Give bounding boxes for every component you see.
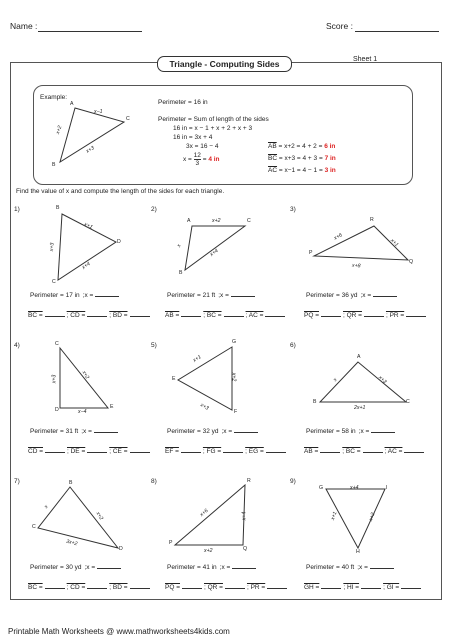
example-vertex-b: B <box>52 162 56 168</box>
x-answer-blank[interactable] <box>234 432 258 433</box>
solve-eq: = <box>202 156 209 164</box>
x-answer-blank[interactable] <box>94 432 118 433</box>
side-answer-blank[interactable] <box>321 316 341 317</box>
problem-perimeter <box>167 428 258 435</box>
side-answer-blank[interactable] <box>404 452 424 453</box>
side-length-label: x+1 <box>192 354 203 364</box>
solve-x: x = <box>183 156 194 164</box>
side-length-label: x <box>43 503 50 511</box>
side-answer-blank[interactable] <box>321 588 341 589</box>
side-answer-blank[interactable] <box>364 316 384 317</box>
problem-sides <box>165 312 287 319</box>
side-length-label: x+2 <box>94 510 104 522</box>
side-answer-blank[interactable] <box>224 316 244 317</box>
side-label: ; CD = <box>66 312 86 319</box>
side-label: ; AC = <box>384 448 403 455</box>
vertex-label: F <box>234 409 238 415</box>
problem-sides <box>304 312 428 319</box>
worksheet-title: Triangle - Computing Sides <box>157 56 292 72</box>
side-expr: = x+3 = 4 + 3 = <box>277 155 325 162</box>
vertex-label: H <box>356 549 360 555</box>
example-side-ab-row <box>268 143 335 150</box>
side-answer-blank[interactable] <box>87 588 107 589</box>
side-length-label: x+3 <box>51 374 58 384</box>
problem-number: 6) <box>290 342 296 349</box>
side-length-label: x+8 <box>351 262 361 270</box>
example-side-ab: x+2 <box>55 125 64 135</box>
side-label: BC = <box>28 584 43 591</box>
side-answer-blank[interactable] <box>87 452 107 453</box>
x-label: ;x = <box>82 292 94 299</box>
side-expr: = x−1 = 4 − 1 = <box>277 167 325 174</box>
side-result: 6 in <box>324 143 336 150</box>
perimeter-text: Perimeter = 58 in <box>306 428 356 435</box>
side-label: PQ = <box>304 312 319 319</box>
problem-number: 8) <box>151 478 157 485</box>
side-result: 7 in <box>324 155 336 162</box>
perimeter-text: Perimeter = 17 in <box>30 292 80 299</box>
problem-sides <box>28 448 152 455</box>
vertex-label: P <box>169 540 173 546</box>
side-name: $\overline{AB}$ <box>268 143 277 150</box>
side-length-label: 2x+1 <box>354 405 366 411</box>
side-name: $\overline{AC}$ <box>268 167 278 174</box>
side-name: $\overline{BC}$ <box>268 155 278 162</box>
side-length-label: x+4 <box>81 261 92 271</box>
x-label: ;x = <box>218 292 229 299</box>
example-vertex-a: A <box>70 101 74 107</box>
side-label: BC = <box>28 312 43 319</box>
side-label: ; AC = <box>245 312 264 319</box>
problem-perimeter <box>30 428 118 435</box>
x-answer-blank[interactable] <box>97 568 121 569</box>
sheet-number: Sheet 1 <box>353 56 378 63</box>
side-answer-blank[interactable] <box>130 588 150 589</box>
side-label: ; BC = <box>342 448 361 455</box>
side-length-label: x+3 <box>199 402 210 412</box>
side-length-label: x+2 <box>230 372 237 382</box>
instruction: Find the value of x and compute the length of the sides for each triangle. <box>16 188 225 195</box>
side-label: ; CE = <box>109 448 128 455</box>
triangle-8 <box>175 485 248 545</box>
problem-sides <box>165 448 288 455</box>
vertex-label: D <box>55 407 59 413</box>
problem-sides <box>28 312 152 319</box>
side-label: ; HI = <box>343 584 360 591</box>
vertex-label: C <box>52 279 56 285</box>
side-answer-blank[interactable] <box>401 588 421 589</box>
vertex-label: B <box>69 480 73 486</box>
example-label: Example: <box>40 94 68 101</box>
vertex-label: R <box>247 478 251 484</box>
side-label: ; PR = <box>246 584 266 591</box>
solve-den: 3 <box>195 160 200 167</box>
example-side-bc-row <box>268 155 336 162</box>
problem-perimeter <box>167 292 255 299</box>
perimeter-text: Perimeter = 31 ft <box>30 428 79 435</box>
problem-perimeter <box>30 564 121 571</box>
side-answer-blank[interactable] <box>267 588 287 589</box>
side-length-label: x+1 <box>83 221 94 231</box>
side-length-label: x+2 <box>212 218 221 224</box>
side-label: CD = <box>28 448 43 455</box>
side-length-label: x <box>176 243 183 249</box>
vertex-label: G <box>232 339 237 345</box>
perimeter-text: Perimeter = 30 yd <box>30 564 82 571</box>
side-result: 3 in <box>324 167 336 174</box>
x-answer-blank[interactable] <box>370 568 394 569</box>
vertex-label: Q <box>409 259 414 265</box>
side-answer-blank[interactable] <box>265 316 285 317</box>
vertex-label: I <box>386 485 388 491</box>
vertex-label: C <box>32 524 36 530</box>
side-length-label: x+1 <box>389 237 400 249</box>
side-answer-blank[interactable] <box>225 588 245 589</box>
side-length-label: x+4 <box>241 511 248 521</box>
side-length-label: x+1 <box>329 510 339 522</box>
side-label: GH = <box>304 584 320 591</box>
side-answer-blank[interactable] <box>406 316 426 317</box>
vertex-label: C <box>247 218 251 224</box>
side-answer-blank[interactable] <box>45 316 65 317</box>
vertex-label: B <box>56 205 60 211</box>
side-label: AB = <box>304 448 319 455</box>
side-length-label: x+2 <box>204 548 213 554</box>
side-label: ; GI = <box>383 584 400 591</box>
example-step-2: 16 in = 3x + 4 <box>173 134 213 141</box>
example-step-1: 16 in = x − 1 + x + 2 + x + 3 <box>173 125 253 132</box>
side-label: ; EG = <box>245 448 264 455</box>
perimeter-text: Perimeter = 40 ft <box>306 564 355 571</box>
side-answer-blank[interactable] <box>181 452 201 453</box>
example-step-3: 3x = 16 − 4 <box>186 143 219 150</box>
solve-result: 4 in <box>208 156 220 164</box>
side-expr: = x+2 = 4 + 2 = <box>276 143 325 150</box>
example-side-ac: x−1 <box>94 109 103 115</box>
x-answer-blank[interactable] <box>232 568 256 569</box>
problem-number: 4) <box>14 342 20 349</box>
vertex-label: G <box>319 485 324 491</box>
x-label: ;x = <box>84 564 96 571</box>
problem-number: 2) <box>151 206 157 213</box>
side-length-label: x+2 <box>80 369 90 381</box>
example-solve <box>183 152 220 167</box>
example-triangle <box>60 108 124 162</box>
side-length-label: x+4 <box>209 248 220 258</box>
vertex-label: A <box>187 218 191 224</box>
problem-sides <box>304 584 423 591</box>
x-answer-blank[interactable] <box>371 432 395 433</box>
perimeter-text: Perimeter = 32 yd <box>167 428 219 435</box>
vertex-label: B <box>313 399 317 405</box>
problem-number: 7) <box>14 478 20 485</box>
side-answer-blank[interactable] <box>266 452 286 453</box>
side-length-label: x+3 <box>48 242 56 252</box>
side-answer-blank[interactable] <box>130 452 150 453</box>
problem-perimeter <box>306 564 394 571</box>
x-label: ;x = <box>357 564 368 571</box>
problem-perimeter <box>306 428 395 435</box>
vertex-label: E <box>110 404 114 410</box>
side-length-label: x+6 <box>333 232 344 242</box>
x-label: ;x = <box>219 564 231 571</box>
side-answer-blank[interactable] <box>223 452 243 453</box>
problem-perimeter <box>30 292 119 299</box>
x-label: ;x = <box>358 428 370 435</box>
x-label: ;x = <box>81 428 92 435</box>
x-label: ;x = <box>360 292 372 299</box>
x-answer-blank[interactable] <box>95 296 119 297</box>
vertex-label: A <box>357 354 361 360</box>
vertex-label: D <box>117 239 121 245</box>
perimeter-text: Perimeter = 36 yd <box>306 292 358 299</box>
side-label: ; CD = <box>66 584 86 591</box>
side-length-label: 3x+2 <box>65 538 78 548</box>
triangle-7 <box>38 487 118 548</box>
vertex-label: P <box>309 250 313 256</box>
side-label: ; DE = <box>67 448 86 455</box>
x-answer-blank[interactable] <box>373 296 397 297</box>
example-rule: Perimeter = Sum of length of the sides <box>158 116 269 123</box>
side-label: AB = <box>165 312 180 319</box>
problem-sides <box>304 448 426 455</box>
x-answer-blank[interactable] <box>231 296 255 297</box>
side-label: ; QR = <box>343 312 362 319</box>
name-label: Name : <box>10 21 38 31</box>
side-label: ; PR = <box>385 312 405 319</box>
perimeter-text: Perimeter = 41 in <box>167 564 217 571</box>
side-length-label: x+2 <box>367 511 377 523</box>
vertex-label: Q <box>243 546 248 552</box>
side-answer-blank[interactable] <box>361 588 381 589</box>
triangle-6 <box>320 362 406 402</box>
side-answer-blank[interactable] <box>130 316 150 317</box>
side-answer-blank[interactable] <box>182 588 202 589</box>
example-perimeter: Perimeter = 16 in <box>158 99 208 106</box>
side-length-label: x+3 <box>377 374 388 386</box>
side-label: ; BD = <box>109 584 128 591</box>
footer: Printable Math Worksheets @ www.mathworksheets4kids.com <box>8 627 230 636</box>
side-answer-blank[interactable] <box>181 316 201 317</box>
example-side-ac-row <box>268 167 336 174</box>
side-answer-blank[interactable] <box>45 452 65 453</box>
side-label: ; BD = <box>109 312 128 319</box>
solve-num: 12 <box>193 152 201 159</box>
vertex-label: C <box>406 399 410 405</box>
problem-number: 5) <box>151 342 157 349</box>
vertex-label: R <box>370 217 374 223</box>
vertex-label: C <box>55 341 59 347</box>
side-label: ; QR = <box>204 584 223 591</box>
problem-perimeter <box>306 292 397 299</box>
example-vertex-c: C <box>126 116 130 122</box>
side-length-label: x+4 <box>350 485 359 491</box>
problem-number: 9) <box>290 478 296 485</box>
problem-sides <box>28 584 152 591</box>
side-answer-blank[interactable] <box>320 452 340 453</box>
vertex-label: B <box>179 270 183 276</box>
side-length-label: x+6 <box>199 507 210 519</box>
example-side-bc: x+3 <box>85 145 96 155</box>
problem-perimeter <box>167 564 256 571</box>
side-label: ; BC = <box>203 312 222 319</box>
side-label: EF = <box>165 448 179 455</box>
side-label: PQ = <box>165 584 180 591</box>
side-length-label: x−4 <box>78 409 87 415</box>
problem-number: 1) <box>14 206 20 213</box>
side-length-label: x <box>332 376 339 384</box>
problem-sides <box>165 584 289 591</box>
x-label: ;x = <box>221 428 233 435</box>
triangle-5 <box>178 347 232 410</box>
vertex-label: E <box>172 376 176 382</box>
problem-number: 3) <box>290 206 296 213</box>
vertex-label: D <box>119 546 123 552</box>
side-answer-blank[interactable] <box>363 452 383 453</box>
side-label: ; FG = <box>202 448 222 455</box>
side-answer-blank[interactable] <box>87 316 107 317</box>
score-label: Score : <box>326 21 353 31</box>
perimeter-text: Perimeter = 21 ft <box>167 292 216 299</box>
side-answer-blank[interactable] <box>45 588 65 589</box>
